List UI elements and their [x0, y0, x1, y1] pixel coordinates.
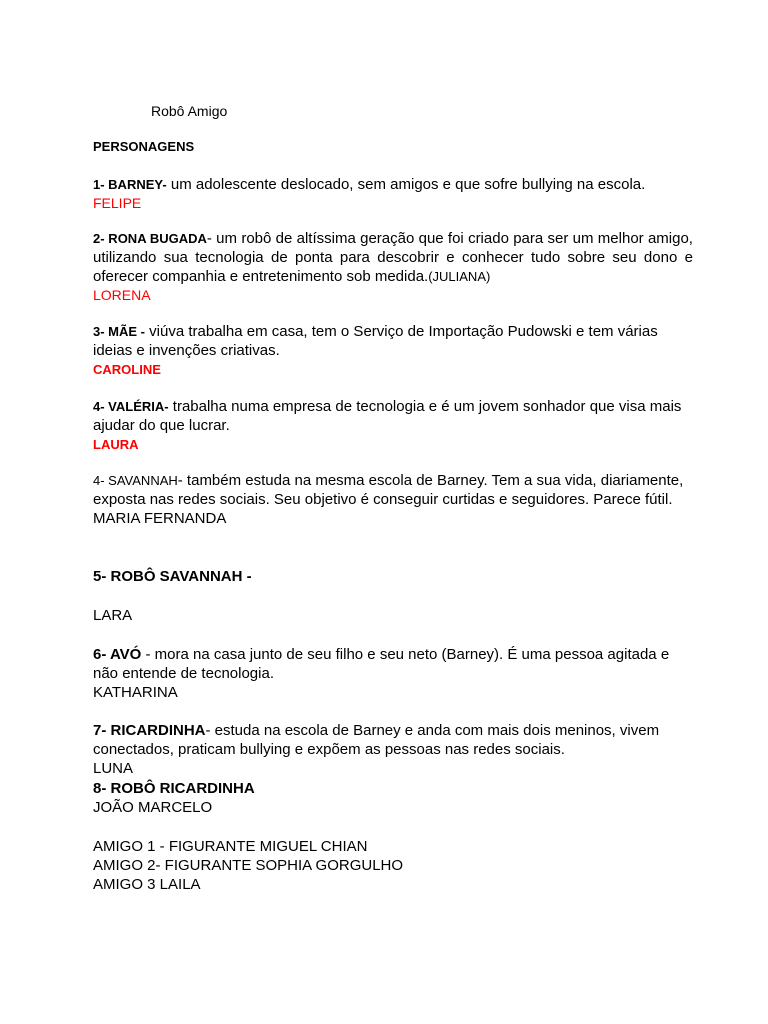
character-description: - também estuda na mesma escola de Barney. Tem a sua vida, diariamente, exposta nas redes sociais. Seu objetivo é conseguir curtidas e seguidores. Parece fútil. [93, 472, 684, 508]
character-label: 1- BARNEY- [93, 177, 167, 192]
character-note: (JULIANA) [428, 269, 491, 284]
character-description: - um robô de altíssima geração que foi criado para ser um melhor amigo, utilizando sua tecnologia de ponta para descobrir e conhecer tudo sobre seu dono e oferecer companhia e entretenimento sob medida. [93, 230, 693, 285]
section-heading: PERSONAGENS [93, 139, 195, 154]
character-label: 4- VALÉRIA- [93, 399, 169, 414]
character-entry-mae [93, 322, 693, 379]
character-entry-robo-savannah-actor [93, 606, 693, 625]
character-description: viúva trabalha em casa, tem o Serviço de Importação Pudowski e tem várias ideias e invenções criativas. [93, 323, 658, 359]
character-description: - estuda na escola de Barney e anda com mais dois meninos, vivem conectados, praticam bullying e expõem as pessoas nas redes sociais. [93, 722, 660, 758]
actor-name: LUNA [93, 760, 134, 777]
extra-item: AMIGO 2- FIGURANTE SOPHIA GORGULHO [93, 857, 404, 874]
actor-name: LARA [93, 607, 133, 624]
character-label: 8- ROBÔ RICARDINHA [93, 780, 255, 797]
actor-name: LORENA [93, 287, 151, 303]
character-description: - mora na casa junto de seu filho e seu neto (Barney). É uma pessoa agitada e não entende de tecnologia. [93, 646, 670, 682]
actor-name: CAROLINE [93, 362, 161, 377]
character-entry-robo-savannah [93, 567, 693, 586]
document-title: Robô Amigo [151, 103, 228, 119]
character-entry-valeria [93, 397, 693, 454]
character-label: 7- RICARDINHA [93, 722, 206, 739]
character-label: 4- SAVANNAH [93, 473, 178, 488]
actor-name: FELIPE [93, 195, 142, 211]
character-entry-robo-ricardinha [93, 779, 693, 817]
character-entry-ricardinha [93, 721, 693, 778]
extra-item: AMIGO 1 - FIGURANTE MIGUEL CHIAN [93, 838, 368, 855]
character-label: 5- ROBÔ SAVANNAH - [93, 568, 252, 585]
character-entry-savannah [93, 471, 693, 528]
actor-name: JOÃO MARCELO [93, 799, 213, 816]
extra-item: AMIGO 3 LAILA [93, 876, 201, 893]
character-description: um adolescente deslocado, sem amigos e que sofre bullying na escola. [166, 176, 646, 193]
character-label: 2- RONA BUGADA [93, 231, 207, 246]
character-entry-barney [93, 175, 693, 213]
character-entry-rona-bugada [93, 229, 693, 305]
character-label: 6- AVÓ [93, 646, 142, 663]
actor-name: LAURA [93, 437, 139, 452]
character-description: trabalha numa empresa de tecnologia e é um jovem sonhador que visa mais ajudar do que lucrar. [93, 398, 682, 434]
character-label: 3- MÃE - [93, 324, 145, 339]
character-entry-avo [93, 645, 693, 702]
actor-name: KATHARINA [93, 684, 178, 701]
extras-list [93, 837, 693, 894]
actor-name: MARIA FERNANDA [93, 510, 227, 527]
